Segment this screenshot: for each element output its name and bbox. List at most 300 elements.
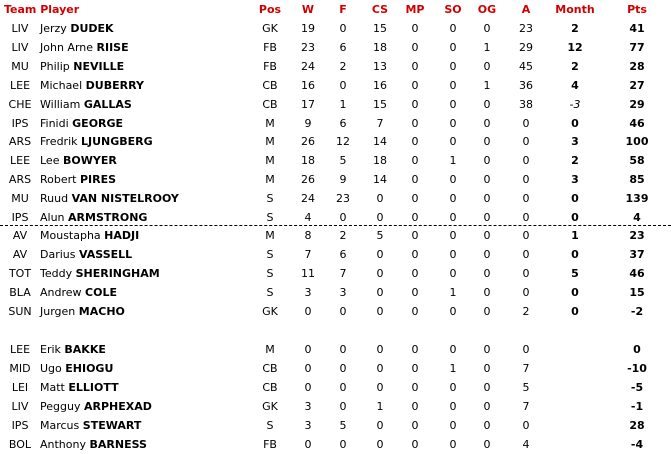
stat-mp: 0 [411,192,419,206]
player-first-name: Robert [40,173,77,187]
stat-f: 0 [339,361,347,375]
stat-mp: 0 [411,361,419,375]
stat-w: 3 [304,399,312,413]
stat-og: 0 [483,285,491,299]
stat-a: 0 [522,266,530,280]
player-first-name: Lee [40,154,60,168]
player-surname: STEWART [82,418,142,432]
stat-w: 19 [301,22,315,35]
table-row [0,435,671,454]
stat-so: 0 [449,418,457,432]
player-name [40,378,119,397]
stat-cs: 0 [376,437,384,451]
stat-pos: GK [262,22,278,35]
stat-pos: CB [262,78,278,92]
stat-og: 0 [483,97,491,111]
stat-f: 0 [339,380,347,394]
player-surname: COLE [85,285,117,299]
stat-month: 0 [571,285,579,299]
player-name [40,19,114,38]
stat-mp: 0 [411,78,419,92]
table-row [0,19,671,38]
player-surname: LJUNGBERG [81,135,153,149]
stat-pos: S [266,266,274,280]
stat-w: 18 [301,154,315,168]
stat-cs: 0 [376,361,384,375]
team-code: AV [12,247,28,261]
stat-w: 9 [304,116,312,130]
table-row [0,76,671,95]
player-first-name: Erik [40,343,61,356]
player-name [40,76,144,95]
stat-pts: 46 [629,116,645,130]
player-surname: DUDEK [70,22,114,35]
player-name [40,95,132,114]
stat-og: 0 [483,116,491,130]
stat-month: 2 [571,154,579,168]
stat-pts: 100 [625,135,649,149]
player-first-name: Philip [40,59,70,73]
table-row [0,114,671,133]
stat-w: 26 [301,135,315,149]
team-code: SUN [8,304,32,318]
player-surname: MACHO [78,304,125,318]
team-code: ARS [8,173,32,187]
header-og: OG [477,3,497,16]
stat-so: 1 [449,285,457,299]
stat-month: 0 [571,211,579,224]
stat-so: 0 [449,59,457,73]
player-surname: NEVILLE [73,59,125,73]
stat-so: 0 [449,40,457,54]
stat-mp: 0 [411,229,419,242]
player-first-name: Teddy [40,266,73,280]
player-surname: GALLAS [83,97,132,111]
stat-w: 24 [301,192,315,206]
player-surname: ARPHEXAD [83,399,152,413]
stat-f: 6 [339,247,347,261]
stat-og: 0 [483,304,491,318]
header-w: W [301,3,315,16]
player-surname: EHIOGU [65,361,114,375]
header-month: Month [555,3,595,16]
player-first-name: Alun [40,211,65,224]
team-code: CHE [8,97,32,111]
stat-pts: -5 [630,380,644,394]
stat-so: 1 [449,154,457,168]
stat-a: 0 [522,116,530,130]
stat-cs: 1 [376,399,384,413]
player-name [40,283,117,302]
stat-mp: 0 [411,154,419,168]
stat-a: 0 [522,192,530,206]
stat-pos: GK [262,399,278,413]
stat-cs: 0 [376,211,384,224]
stat-so: 0 [449,304,457,318]
stat-w: 26 [301,173,315,187]
stat-pts: 37 [629,247,645,261]
team-code: LEI [11,380,29,394]
stat-cs: 14 [373,173,387,187]
stat-og: 0 [483,154,491,168]
table-row [0,38,671,57]
stat-pos: S [266,192,274,206]
player-first-name: Andrew [40,285,82,299]
stat-a: 7 [522,361,530,375]
stat-pos: S [266,211,274,224]
stat-month: 0 [571,192,579,206]
stat-so: 0 [449,399,457,413]
player-name [40,245,132,264]
stat-pos: FB [263,59,277,73]
stat-a: 29 [519,40,533,54]
stat-month: 0 [571,304,579,318]
stat-cs: 14 [373,135,387,149]
stat-pos: M [265,343,275,356]
stat-mp: 0 [411,40,419,54]
stat-pos: M [265,154,275,168]
stat-mp: 0 [411,22,419,35]
stat-cs: 0 [376,304,384,318]
stat-cs: 0 [376,285,384,299]
player-surname: VASSELL [79,247,133,261]
stat-a: 0 [522,343,530,356]
stat-og: 0 [483,135,491,149]
stat-a: 23 [519,22,533,35]
player-first-name: Ugo [40,361,62,375]
stat-pts: -1 [630,399,644,413]
player-first-name: Pegguy [40,399,81,413]
team-code: BLA [9,285,31,299]
stat-pts: 58 [629,154,645,168]
stat-f: 5 [339,154,347,168]
stat-cs: 15 [373,97,387,111]
stat-og: 0 [483,266,491,280]
stat-a: 0 [522,247,530,261]
stat-mp: 0 [411,343,419,356]
player-first-name: Marcus [40,418,80,432]
team-code: LEE [9,154,31,168]
header-cs: CS [371,3,389,16]
stat-mp: 0 [411,418,419,432]
stat-pos: CB [262,97,278,111]
stat-month: 2 [571,22,579,35]
stat-f: 0 [339,437,347,451]
stat-f: 0 [339,399,347,413]
stat-mp: 0 [411,97,419,111]
player-surname: GEORGE [72,116,124,130]
table-row [0,302,671,321]
stat-a: 5 [522,380,530,394]
stat-pts: 28 [629,59,645,73]
stat-month: 2 [571,59,579,73]
stat-mp: 0 [411,247,419,261]
player-surname: SHERINGHAM [75,266,160,280]
stat-w: 7 [304,247,312,261]
player-surname: RIISE [96,40,129,54]
player-surname: HADJI [104,229,140,242]
stat-so: 0 [449,266,457,280]
stat-f: 12 [336,135,350,149]
stat-mp: 0 [411,116,419,130]
stat-pts: 46 [629,266,645,280]
player-name [40,340,106,359]
stat-month: 5 [571,266,579,280]
stat-a: 2 [522,304,530,318]
stat-cs: 15 [373,22,387,35]
stat-a: 0 [522,285,530,299]
player-name [40,151,117,170]
stat-so: 0 [449,22,457,35]
stat-a: 45 [519,59,533,73]
stat-f: 23 [336,192,350,206]
stat-pos: S [266,285,274,299]
stat-og: 0 [483,418,491,432]
table-row [0,264,671,283]
stat-og: 0 [483,229,491,242]
stat-og: 0 [483,211,491,224]
stat-pts: 139 [625,192,649,206]
stat-og: 0 [483,59,491,73]
stat-f: 3 [339,285,347,299]
player-surname: DUBERRY [85,78,144,92]
stat-pts: 27 [629,78,645,92]
stat-cs: 0 [376,266,384,280]
stat-so: 0 [449,229,457,242]
stat-pts: 0 [633,343,641,356]
stat-so: 0 [449,380,457,394]
team-code: MU [11,59,29,73]
stat-w: 23 [301,40,315,54]
stat-pos: CB [262,380,278,394]
stat-month: -3 [569,97,581,111]
stat-mp: 0 [411,399,419,413]
stat-a: 4 [522,437,530,451]
header-f: F [339,3,347,16]
stat-a: 0 [522,229,530,242]
team-code: LEE [9,78,31,92]
player-first-name: Matt [40,380,65,394]
team-code: BOL [8,437,32,451]
stat-f: 0 [339,211,347,224]
stat-month: 12 [567,40,583,54]
stat-w: 0 [304,437,312,451]
table-row [0,359,671,378]
stat-mp: 0 [411,173,419,187]
stat-f: 0 [339,343,347,356]
player-name [40,435,147,454]
stat-pos: CB [262,361,278,375]
stat-f: 0 [339,304,347,318]
stat-a: 36 [519,78,533,92]
player-name [40,397,152,416]
stat-f: 0 [339,22,347,35]
stat-so: 1 [449,361,457,375]
stat-f: 6 [339,116,347,130]
stat-so: 0 [449,247,457,261]
stat-w: 8 [304,229,312,242]
stat-month: 0 [571,116,579,130]
player-first-name: Finidi [40,116,69,130]
stat-pts: 85 [629,173,645,187]
stat-a: 0 [522,135,530,149]
table-row [0,189,671,208]
stat-mp: 0 [411,135,419,149]
player-name [40,264,160,283]
table-row [0,245,671,264]
stat-month: 1 [571,229,579,242]
player-name [40,226,139,245]
stat-pos: M [265,173,275,187]
stat-f: 0 [339,78,347,92]
stat-a: 0 [522,173,530,187]
stat-pos: GK [262,304,278,318]
stat-a: 0 [522,211,530,224]
stat-og: 0 [483,361,491,375]
table-row [0,95,671,114]
player-first-name: Fredrik [40,135,78,149]
team-code: LIV [11,399,29,413]
stat-a: 7 [522,399,530,413]
stat-og: 0 [483,22,491,35]
stat-pts: 15 [629,285,645,299]
stat-cs: 0 [376,380,384,394]
team-code: TOT [8,266,32,280]
stat-a: 0 [522,154,530,168]
team-code: IPS [11,116,29,130]
team-code: MID [9,361,31,375]
team-code: MU [11,192,29,206]
stat-pts: 77 [629,40,645,54]
player-first-name: William [40,97,81,111]
stat-month: 0 [571,247,579,261]
stat-og: 0 [483,247,491,261]
player-name [40,132,153,151]
player-first-name: Darius [40,247,76,261]
stat-month: 4 [571,78,579,92]
stat-so: 0 [449,437,457,451]
stat-pts: 41 [629,22,645,35]
table-row [0,378,671,397]
player-name [40,38,129,57]
header-pos: Pos [258,3,282,16]
table-row [0,226,671,245]
stat-og: 0 [483,173,491,187]
stat-og: 0 [483,437,491,451]
stat-cs: 0 [376,418,384,432]
stat-w: 3 [304,285,312,299]
stat-mp: 0 [411,285,419,299]
stat-pts: 4 [633,211,641,224]
header-so: SO [444,3,462,16]
stat-so: 0 [449,343,457,356]
player-surname: VAN NISTELROOY [71,192,179,206]
header-a: A [521,3,531,16]
stat-og: 0 [483,343,491,356]
stat-pts: 28 [629,418,645,432]
stat-cs: 16 [373,78,387,92]
stat-pos: FB [263,437,277,451]
stat-og: 1 [483,78,491,92]
team-code: LEE [9,343,31,356]
stat-w: 16 [301,78,315,92]
table-header [0,0,671,19]
stat-cs: 0 [376,247,384,261]
table-row [0,132,671,151]
stat-cs: 0 [376,343,384,356]
table-row [0,57,671,76]
stat-og: 1 [483,40,491,54]
stat-cs: 5 [376,229,384,242]
stat-w: 11 [301,266,315,280]
table-row [0,283,671,302]
stat-month: 3 [571,173,579,187]
team-code: AV [12,229,28,242]
stat-w: 0 [304,343,312,356]
stat-cs: 18 [373,40,387,54]
stat-pts: -10 [627,361,647,375]
stat-og: 0 [483,380,491,394]
stat-pos: M [265,229,275,242]
player-first-name: Moustapha [40,229,101,242]
stat-f: 1 [339,97,347,111]
player-first-name: John Arne [40,40,94,54]
player-first-name: Michael [40,78,83,92]
stat-a: 0 [522,418,530,432]
stat-f: 2 [339,229,347,242]
stat-pts: -2 [630,304,644,318]
team-code: ARS [8,135,32,149]
header-pts: Pts [627,3,647,16]
stat-so: 0 [449,211,457,224]
stat-cs: 7 [376,116,384,130]
table-row [0,416,671,435]
stat-so: 0 [449,135,457,149]
stat-cs: 18 [373,154,387,168]
player-name [40,189,179,208]
stat-pos: FB [263,40,277,54]
player-first-name: Jurgen [40,304,76,318]
stat-so: 0 [449,173,457,187]
player-surname: ELLIOTT [68,380,119,394]
stat-so: 0 [449,116,457,130]
stat-og: 0 [483,399,491,413]
player-name [40,302,125,321]
stat-mp: 0 [411,266,419,280]
team-code: LIV [11,40,29,54]
stat-w: 24 [301,59,315,73]
stat-w: 0 [304,380,312,394]
stat-w: 3 [304,418,312,432]
stat-w: 17 [301,97,315,111]
stat-w: 0 [304,304,312,318]
stat-w: 4 [304,211,312,224]
stat-pos: M [265,116,275,130]
stat-mp: 0 [411,211,419,224]
table-row [0,151,671,170]
group-divider [0,225,671,226]
player-name [40,416,141,435]
stat-f: 6 [339,40,347,54]
player-surname: BAKKE [64,343,106,356]
stat-month: 3 [571,135,579,149]
stat-a: 38 [519,97,533,111]
stat-mp: 0 [411,59,419,73]
stat-mp: 0 [411,437,419,451]
stat-pos: S [266,247,274,261]
stat-w: 0 [304,361,312,375]
header-team-player: Team Player [4,3,80,16]
